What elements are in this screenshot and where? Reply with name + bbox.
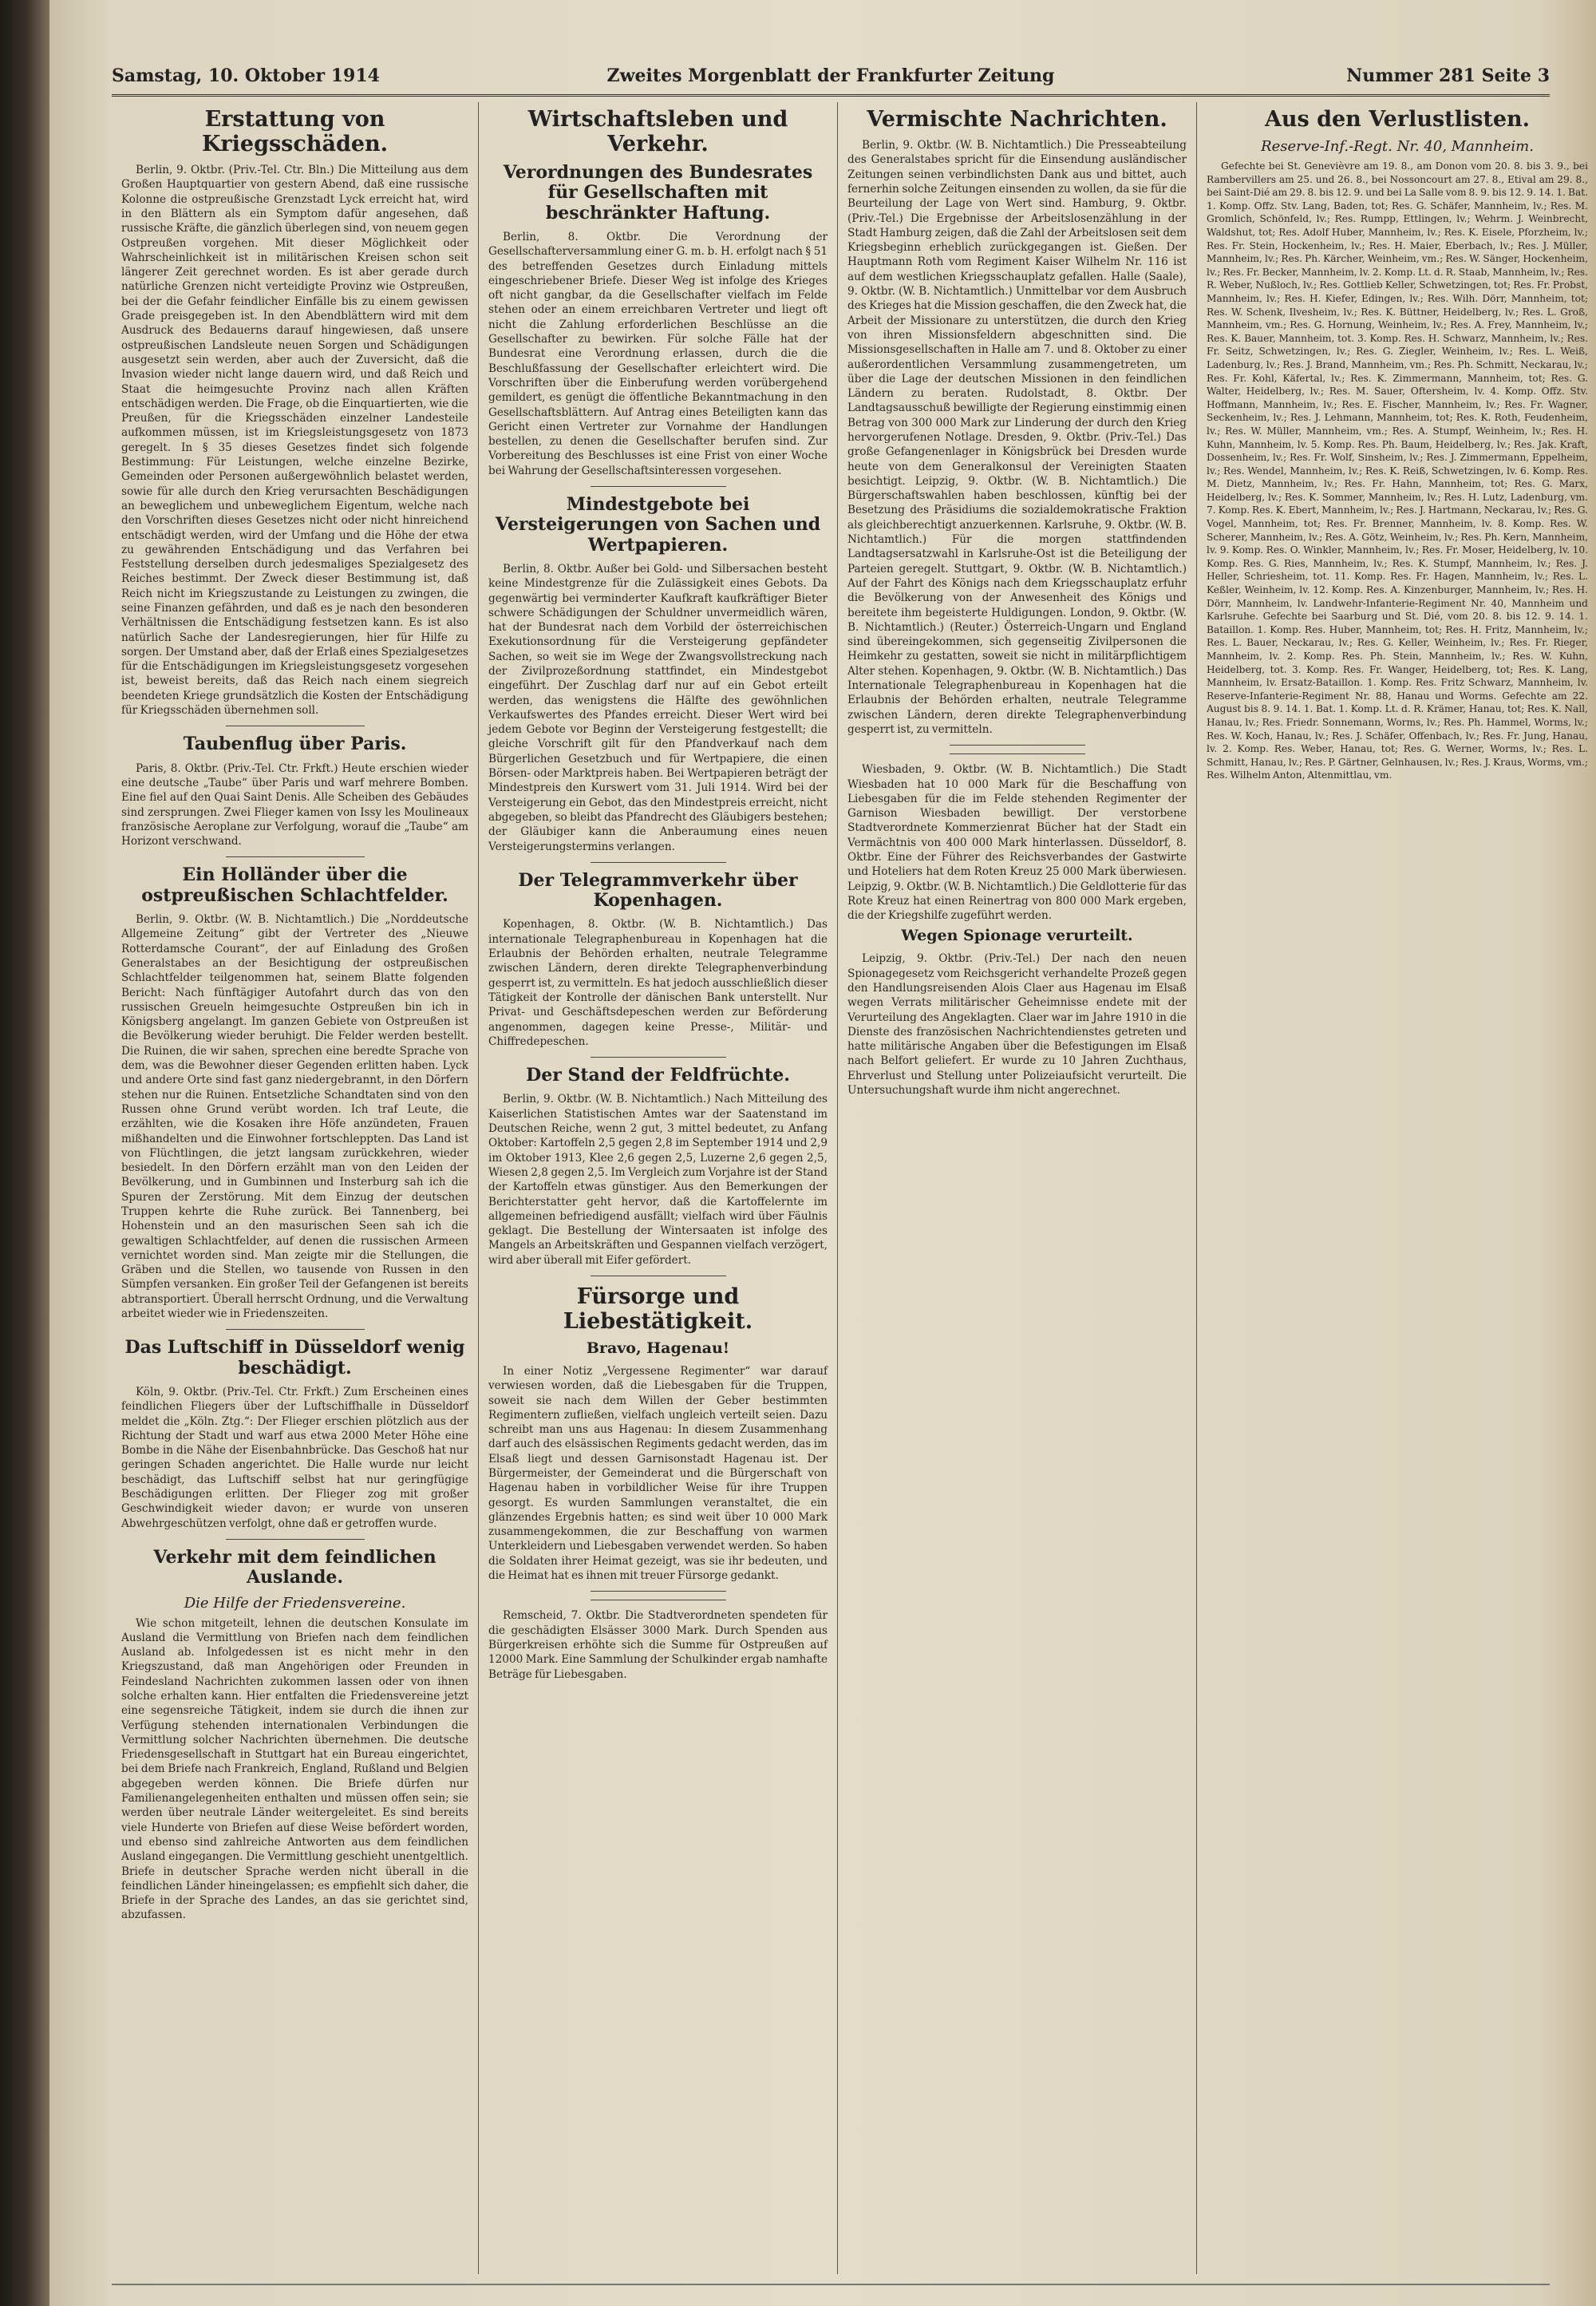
- article-heading: Der Telegrammverkehr über Kopenhagen.: [518, 869, 798, 912]
- article-heading: Verkehr mit dem feindlichen Auslande.: [153, 1546, 437, 1588]
- article-heading: Wirtschaftsleben und Verkehr.: [527, 107, 788, 157]
- article-heading: Der Stand der Feldfrüchte.: [526, 1065, 790, 1086]
- article-separator: [950, 745, 1085, 746]
- article-separator: [591, 1591, 726, 1592]
- article-body: Gefechte bei St. Genevièvre am 19. 8., am Donon vom 20. 8. bis 3. 9., bei Rambervillers am 25. und 26. 8., bei Nossoncourt am 27. 8., Etival am 29. 8., bei Saint-Dié am 29. 8. bis 12. 9. und bei La Salle vom 8. 9. bis 12. 9. 14. 1. Bat. 1. Komp. Offz. Stv. Lang, Baden, tot; Res. G. Schäfer, Mannheim, lv.; Res. M. Gromlich, Schönfeld, lv.; Res. Rumpp, Ettlingen, lv.; Wehrm. J. Weinbrecht, Waldshut, tot; Res. Adolf Huber, Mannheim, lv.; Res. K. Eisele, Pforzheim, lv.; Res. Fr. Stein, Hockenheim, lv.; Res. H. Maier, Eberbach, lv.; Res. J. Müller, Mannheim, lv.; Res. Ph. Kärcher, Weinheim, vm.; Res. W. Sänger, Hockenheim, lv.; Res. Fr. Becker, Mannheim, lv. 2. Komp. Lt. d. R. Staab, Mannheim, lv.; Res. R. Weber, Nußloch, lv.; Res. Gottlieb Keller, Schwetzingen, tot; Res. Fr. Probst, Mannheim, lv.; Res. H. Kiefer, Edingen, lv.; Res. Wilh. Dörr, Mannheim, tot; Res. W. Schenk, Ilvesheim, lv.; Res. K. Büttner, Heidelberg, lv.; Res. L. Groß, Mannheim, vm.; Res. G. Hornung, Weinheim, lv.; Res. A. Frey, Mannheim, lv.; Res. K. Bauer, Mannheim, tot. 3. Komp. Res. H. Schwarz, Mannheim, lv.; Res. Fr. Seitz, Schwetzingen, lv.; Res. G. Ziegler, Weinheim, lv.; Res. L. Weiß, Ladenburg, lv.; Res. J. Brand, Mannheim, vm.; Res. Ph. Schmitt, Neckarau, lv.; Res. Fr. Kohl, Käfertal, lv.; Res. K. Zimmermann, Mannheim, tot; Res. G. Walter, Heidelberg, lv.; Res. M. Sauer, Oftersheim, lv. 4. Komp. Offz. Stv. Hoffmann, Mannheim, lv.; Res. E. Fischer, Mannheim, lv.; Res. Fr. Wagner, Seckenheim, lv.; Res. J. Lehmann, Mannheim, tot; Res. K. Roth, Feudenheim, lv.; Res. W. Müller, Mannheim, vm.; Res. A. Stumpf, Weinheim, lv.; Res. H. Kuhn, Mannheim, lv. 5. Komp. Res. Ph. Baum, Heidelberg, lv.; Res. Jak. Kraft, Dossenheim, lv.; Res. Fr. Wolf, Sinsheim, lv.; Res. J. Zimmermann, Eppelheim, lv.; Res. Wendel, Mannheim, lv.; Res. K. Reiß, Schwetzingen, lv. 6. Komp. Res. M. Dietz, Mannheim, lv.; Res. Fr. Hahn, Mannheim, tot; Res. G. Marx, Heidelberg, lv.; Res. K. Sommer, Mannheim, lv.; Res. H. Lutz, Ladenburg, vm. 7. Komp. Res. K. Ebert, Mannheim, lv.; Res. J. Hartmann, Neckarau, lv.; Res. G. Vogel, Mannheim, tot; Res. Fr. Brenner, Mannheim, lv. 8. Komp. Res. W. Scherer, Mannheim, lv.; Res. A. Götz, Weinheim, lv.; Res. Ph. Kern, Mannheim, lv. 9. Komp. Res. O. Winkler, Mannheim, lv.; Res. Fr. Moser, Heidelberg, lv. 10. Komp. Res. G. Ries, Mannheim, lv.; Res. K. Stumpf, Mannheim, lv.; Res. J. Heller, Schriesheim, tot. 11. Komp. Res. Fr. Hagen, Mannheim, lv.; Res. L. Keßler, Weinheim, lv. 12. Komp. Res. A. Kinzenburger, Mannheim, lv.; Res. H. Dörr, Mannheim, lv. Landwehr-Infanterie-Regiment Nr. 40, Mannheim und Karlsruhe. Gefechte bei Saarburg und St. Dié, vom 20. 8. bis 12. 9. 14. 1. Bataillon. 1. Komp. Res. Huber, Mannheim, tot; Res. H. Fritz, Mannheim, lv.; Res. L. Bauer, Neckarau, lv.; Res. G. Keller, Weinheim, lv.; Res. Fr. Rieger, Mannheim, lv. 2. Komp. Res. Ph. Stein, Mannheim, lv.; Res. W. Kuhn, Heidelberg, tot. 3. Komp. Res. Fr. Wanger, Heidelberg, tot; Res. K. Lang, Mannheim, lv. Ersatz-Bataillon. 1. Komp. Res. Fritz Schwarz, Mannheim, lv. Reserve-Infanterie-Regiment Nr. 88, Hanau und Worms. Gefechte am 22. August bis 8. 9. 14. 1. Bat. 1. Komp. Lt. d. R. Krämer, Hanau, tot; Res. K. Nall, Hanau, lv.; Res. Friedr. Sonnemann, Worms, lv.; Res. Ph. Hammel, Worms, lv.; Res. W. Koch, Hanau, lv.; Res. J. Schäfer, Offenbach, lv.; Res. Fr. Jung, Hanau, lv. 2. Komp. Res. Weber, Hanau, tot; Res. G. Werner, Worms, lv.; Res. L. Schmitt, Hanau, lv.; Res. P. Gärtner, Gelnhausen, lv.; Res. J. Kraus, Worms, vm.; Res. Wilhelm Anton, Altenmittlau, vm.: [1207, 160, 1588, 781]
- article-body: Remscheid, 7. Oktbr. Die Stadtverordneten spendeten für die geschädigten Elsässer 3000 Mark. Durch Spenden aus Bürgerkreisen erhöhte sich die Summe für Ostpreußen auf 12000 Mark. Eine Sammlung der Schulkinder ergab namhafte Beträge für Liebesgaben.: [488, 1609, 828, 1681]
- article-body: Wiesbaden, 9. Oktbr. (W. B. Nichtamtlich.) Die Stadt Wiesbaden hat 10 000 Mark für die Beschaffung von Liebesgaben für die im Felde stehenden Regimenter der Garnison Wiesbaden bewilligt. Der verstorbene Stadtverordnete Kommerzienrat Bücher hat der Stadt ein Vermächtnis von 400 000 Mark hinterlassen. Düsseldorf, 8. Oktbr. Eine der Führer des Reichsverbandes der Gastwirte und Hoteliers hat dem Roten Kreuz 25 000 Mark überwiesen. Leipzig, 9. Oktbr. (W. B. Nichtamtlich.) Die Geldlotterie für das Rote Kreuz hat einen Reinertrag von 800 000 Mark ergeben, die der Kriegshilfe zugeführt werden.: [847, 763, 1187, 923]
- article-body: Berlin, 9. Oktbr. (W. B. Nichtamtlich.) Nach Mitteilung des Kaiserlichen Statistischen Amtes war der Saatenstand im Deutschen Reiche, wenn 2 gut, 3 mittel bedeutet, zu Anfang Oktober: Kartoffeln 2,5 gegen 2,8 im September 1914 und 2,9 im Oktober 1913, Klee 2,6 gegen 2,5, Luzerne 2,6 gegen 2,5, Wiesen 2,8 gegen 2,5. Im Vergleich zum Vorjahre ist der Stand der Kartoffeln etwas günstiger. Aus den Bemerkungen der Berichterstatter geht hervor, daß die Kartoffelernte im allgemeinen befriedigend ausfällt; vielfach wird über Fäulnis geklagt. Die Bestellung der Wintersaaten ist infolge des Mangels an Arbeitskräften und Gespannen vielfach verzögert, wird aber überall mit Eifer gefördert.: [488, 1093, 828, 1267]
- article-body: Berlin, 9. Oktbr. (W. B. Nichtamtlich.) Die „Norddeutsche Allgemeine Zeitung“ gibt der Vertreter des „Nieuwe Rotterdamsche Courant“, der auf Einladung des Großen Generalstabes an der Besichtigung der ostpreußischen Schlachtfelder teilgenommen hat, seinem Blatte folgenden Bericht: Nach fünftägiger Autofahrt durch das von den russischen Greueln heimgesuchte Ostpreußen bin ich in Königsberg angelangt. Im ganzen Gebiete von Ostpreußen ist die Bevölkerung wieder beruhigt. Die Felder werden bestellt. Die Ruinen, die wir sahen, sprechen eine beredte Sprache von dem, was die Bewohner dieser Gegenden erlitten haben. Lyck und andere Orte sind fast ganz niedergebrannt, in den Dörfern stehen nur die Ruinen. Entsetzliche Schandtaten sind von den Russen ohne Grund verübt worden. Ich traf Leute, die erzählten, wie die Kosaken ihre Höfe anzündeten, Frauen mißhandelten und die Einwohner fortschleppten. Das Land ist von Flüchtlingen, die jetzt langsam zurückkehren, wieder besiedelt. In den Dörfern erzählt man von den Leiden der Bevölkerung, und in Gumbinnen und Insterburg sah ich die Spuren der Zerstörung. Mit dem Einzug der deutschen Truppen kehrte die Ruhe zurück. Bei Tannenberg, bei Hohenstein und an den masurischen Seen sah ich die gewaltigen Schlachtfelder, auf denen die russischen Armeen vernichtet worden sind. Man zeigte mir die Stellungen, die Gräben und die Stellen, wo tausende von Russen in den Sümpfen versanken. Ein großer Teil der Gefangenen ist bereits abtransportiert. Überall herrscht Ordnung, und die Verwaltung arbeitet wieder wie in Friedenszeiten.: [121, 913, 468, 1321]
- article-body: Leipzig, 9. Oktbr. (Priv.-Tel.) Der nach den neuen Spionagegesetz vom Reichsgericht verhandelte Prozeß gegen den Handlungsreisenden Alois Claer aus Hagenau im Elsaß wegen Verrats militärischer Geheimnisse endete mit der Verurteilung des Angeklagten. Claer war im Jahre 1910 in die Dienste des französischen Nachrichtendienstes getreten und hatte militärische Angaben über die Befestigungen im Elsaß nach Belfort geliefert. Er wurde zu 10 Jahren Zuchthaus, Ehrverlust und Stellung unter Polizeiaufsicht verurteilt. Die Untersuchungshaft wurde ihm nicht angerechnet.: [847, 952, 1187, 1097]
- column-3: [838, 102, 1197, 2274]
- article-body: Paris, 8. Oktbr. (Priv.-Tel. Ctr. Frkft.) Heute erschien wieder eine deutsche „Taube“ über Paris und warf mehrere Bomben. Eine fiel auf den Quai Saint Denis. Alle Scheiben des Gebäudes sind zersprungen. Zwei Flieger kamen von Issy les Moulineaux französische Aeroplane zur Verfolgung, worauf die „Taube“ am Horizont verschwand.: [121, 761, 468, 848]
- column-4: [1197, 102, 1596, 2274]
- article-separator: [591, 862, 726, 863]
- article-separator: [226, 1329, 365, 1330]
- article-heading: Ein Holländer über die ostpreußischen Schlachtfelder.: [141, 864, 448, 906]
- article-heading: Das Luftschiff in Düsseldorf wenig beschädigt.: [124, 1337, 465, 1378]
- article-heading: Wegen Spionage verurteilt.: [901, 927, 1133, 945]
- article-heading: Taubenflug über Paris.: [183, 734, 407, 755]
- article-body: Köln, 9. Oktbr. (Priv.-Tel. Ctr. Frkft.) Zum Erscheinen eines feindlichen Fliegers über der Luftschiffhalle in Düsseldorf meldet die „Köln. Ztg.“: Der Flieger erschien plötzlich aus der Richtung der Stadt und warf aus etwa 2000 Meter Höhe eine Bombe in die Nähe der Eisenbahnbrücke. Das Geschoß hat nur geringen Schaden angerichtet. Die Halle wurde nur leicht beschädigt, das Luftschiff selbst hat nur geringfügige Beschädigungen erlitten. Der Flieger zog mit großer Geschwindigkeit wieder davon; er wurde von unseren Abwehrgeschützen verfolgt, ohne daß er getroffen wurde.: [121, 1385, 468, 1530]
- article-heading: Verordnungen des Bundesrates für Gesellschaften mit beschränkter Haftung.: [503, 162, 813, 223]
- article-body: Kopenhagen, 8. Oktbr. (W. B. Nichtamtlich.) Das internationale Telegraphenbureau in Kopenhagen hat die Erlaubnis der Behörden erhalten, neutrale Telegramme zwischen Ländern, deren direkte Telegraphenverbindung gesperrt ist, zu vermitteln. Es hat jedoch ausschließlich dieser Tätigkeit der Kontrolle der dänischen Bank unterstellt. Nur Privat- und Geschäftsdepeschen werden zur Beförderung angenommen, dagegen keine Presse-, Militär- und Chiffredepeschen.: [488, 918, 828, 1048]
- article-heading: Fürsorge und Liebestätigkeit.: [563, 1284, 753, 1335]
- book-binding: [0, 0, 49, 2306]
- masthead: [112, 62, 1550, 97]
- article-subheading: Reserve-Inf.-Regt. Nr. 40, Mannheim.: [1261, 138, 1534, 156]
- article-separator: [226, 856, 365, 857]
- article-heading: Aus den Verlustlisten.: [1264, 107, 1531, 132]
- masthead-title: Zweites Morgenblatt der Frankfurter Zeitung: [606, 65, 1055, 86]
- article-body: Berlin, 9. Oktbr. (Priv.-Tel. Ctr. Bln.) Die Mitteilung aus dem Großen Hauptquartier von gestern Abend, daß eine russische Kolonne die ostpreußische Grenzstadt Lyck erreicht hat, wird in den Blättern als ein Symptom dafür angesehen, daß russische Kräfte, die gänzlich überlegen sind, von neuem gegen Ostpreußen vorgehen. Mit dieser Möglichkeit oder Wahrscheinlichkeit ist in militärischen Kreisen schon seit längerer Zeit gerechnet worden. Es ist aber gerade durch natürliche Grenzen nicht verteidigte Provinz wie Ostpreußen, bei der die Gefahr feindlicher Einfälle bis zu einem gewissen Grade preisgegeben ist. In den Abendblättern wird mit dem Ausdruck des Bedauerns darauf hingewiesen, daß unsere ostpreußischen Landsleute neuen Sorgen und Schädigungen ausgesetzt sein werden, aber auch der Zuversicht, daß die Invasion wieder nicht lange dauern wird, und daß Reich und Staat die heimgesuchte Provinz nach allen Kräften entschädigen werden. Die Frage, ob die Einquartierten, wie die Preußen, für die Kriegsschäden einzelner Landesteile aufkommen müssen, ist im Kriegsleistungsgesetz von 1873 geregelt. In § 35 dieses Gesetzes findet sich folgende Bestimmung: Für Leistungen, welche einzelne Bezirke, Gemeinden oder Personen außergewöhnlich belastet werden, sowie für alle durch den Krieg verursachten Beschädigungen an beweglichem und unbeweglichem Eigentum, welche nach den Vorschriften dieses Gesetzes nicht oder nicht hinreichend entschädigt werden, wird der Umfang und die Höhe der etwa zu gewährenden Entschädigung und das Verfahren bei Feststellung derselben durch jedesmaliges Spezialgesetz des Reiches bestimmt. Der Zweck dieser Bestimmung ist, daß Reich nicht im Kriegszustande zu Leistungen zu zwingen, die seine Finanzen gefährden, und daß es je nach den besonderen Verhältnissen die Entschädigung festsetzen kann. Es ist also natürlich Sache der Landesregierungen, hier für Hilfe zu sorgen. Der Umstand aber, daß der Erlaß eines Spezialgesetzes für die Entschädigungen im Kriegsleistungsgesetz vorgesehen ist, beweist bereits, daß das Reich nach einem siegreich beendeten Kriege grundsätzlich die Kosten der Entschädigung für Kriegsschäden übernehmen soll.: [121, 164, 468, 718]
- article-body: Berlin, 9. Oktbr. (W. B. Nichtamtlich.) Die Presseabteilung des Generalstabes spricht für die Einsendung ausländischer Zeitungen seinen verbindlichsten Dank aus und bittet, auch fernerhin solche Zeitungen einsenden zu wollen, da sie für die Beurteilung der Lage von Wert sind. Hamburg, 9. Oktbr. (Priv.-Tel.) Die Ergebnisse der Arbeitslosenzählung in der Stadt Hamburg zeigen, daß die Zahl der Arbeitslosen seit dem Kriegsbeginn erheblich zurückgegangen ist. Gießen. Der Hauptmann Roth vom Regiment Kaiser Wilhelm Nr. 116 ist auf dem westlichen Kriegsschauplatz gefallen. Halle (Saale), 9. Oktbr. (W. B. Nichtamtlich.) Unmittelbar vor dem Ausbruch des Krieges hat die Mission geschaffen, die den Zweck hat, die Arbeit der Missionare zu unterstützen, die durch den Krieg von ihren Missionsfeldern abgeschnitten sind. Die Missionsgesellschaften in Halle am 7. und 8. Oktober zu einer außerordentlichen Versammlung zusammengetreten, um über die Lage der deutschen Missionen in den feindlichen Ländern zu beraten. Rudolstadt, 8. Oktbr. Der Landtagsausschuß bewilligte der Regierung einstimmig einen Betrag von 300 000 Mark zur Linderung der durch den Krieg hervorgerufenen Notlage. Dresden, 9. Oktbr. (Priv.-Tel.) Das große Gefangenenlager in Königsbrück bei Dresden wurde heute von dem Generalkonsul der Vereinigten Staaten besichtigt. Leipzig, 9. Oktbr. (W. B. Nichtamtlich.) Die Bürgerschaftswahlen haben beschlossen, künftig bei der Besetzung des Präsidiums die sozialdemokratische Fraktion als gleichberechtigt anzuerkennen. Karlsruhe, 9. Oktbr. (W. B. Nichtamtlich.) Für die morgen stattfindenden Landtagsersatzwahl in Karlsruhe-Ost ist die Beteiligung der Parteien geregelt. Stuttgart, 9. Oktbr. (W. B. Nichtamtlich.) Auf der Fahrt des Königs nach dem Kriegsschauplatz erfuhr die Bevölkerung von der Anwesenheit des Königs und bereitete ihm begeisterte Huldigungen. London, 9. Oktbr. (W. B. Nichtamtlich.) (Reuter.) Österreich-Ungarn und England sind übereingekommen, sich gegenseitig Zivilpersonen die Heimkehr zu gestatten, soweit sie nicht in militärpflichtigem Alter stehen. Kopenhagen, 9. Oktbr. (W. B. Nichtamtlich.) Das Internationale Telegraphenbureau in Kopenhagen hat die Erlaubnis der Behörden erhalten, neutrale Telegramme zwischen Ländern, deren direkte Telegraphenverbindung gesperrt ist, zu vermitteln.: [847, 139, 1187, 736]
- article-body: Berlin, 8. Oktbr. Außer bei Gold- und Silbersachen besteht keine Mindestgrenze für die Zulässigkeit eines Gebots. Da gegenwärtig bei verminderter Kaufkraft kaufkräftiger Bieter schwere Schädigungen der Schuldner unvermeidlich wären, hat der Bundesrat nach dem Vorbild der österreichischen Exekutionsordnung für die Versteigerung gepfändeter Sachen, so weit sie im Wege der Zwangsvollstreckung nach der Zivilprozeßordnung stattfindet, ein Mindestgebot eingeführt. Der Zuschlag darf nur auf ein Gebot erteilt werden, das wenigstens die Hälfte des gewöhnlichen Verkaufswertes des Pfandes erreicht. Dieser Wert wird bei jedem Gebote vor Beginn der Versteigerung festgestellt; die gleiche Vorschrift gilt für den Pfandverkauf nach dem Bürgerlichen Gesetzbuch und für Wertpapiere, die einen Börsen- oder Marktpreis haben. Bei Wertpapieren beträgt der Mindestpreis den Kurswert vom 31. Juli 1914. Wird bei der Versteigerung ein Gebot, das den Mindestpreis erreicht, nicht abgegeben, so bleibt das Pfandrecht des Gläubigers bestehen; der Gläubiger kann die Anberaumung eines neuen Versteigerungstermins verlangen.: [488, 562, 828, 853]
- article-body: Berlin, 8. Oktbr. Die Verordnung der Gesellschafterversammlung einer G. m. b. H. erfolgt nach § 51 des betreffenden Gesetzes durch Einladung mittels eingeschriebener Briefe. Dieser Weg ist infolge des Krieges oft nicht gangbar, da die Gesellschafter vielfach im Felde stehen oder an einem erreichbaren Vertreter und liegt oft nicht die Zahlung erforderlichen Beschlüsse an die Gesellschafter zu bewirken. Für solche Fälle hat der Bundesrat eine Verordnung erlassen, durch die die Beschlußfassung der Gesellschafter erleichtert wird. Die Vorschriften über die Einberufung werden vorübergehend gemildert, es genügt die öffentliche Bekanntmachung in den Gesellschaftsblättern. Auf Antrag eines Beteiligten kann das Gericht einen Vertreter zur Vornahme der Handlungen bestellen, zu denen die Gesellschafter berufen sind. Zur Vorbereitung des Beschlusses ist eine Frist von einer Woche bei Wahrung der Gesellschaftsinteressen vorgesehen.: [488, 230, 828, 477]
- masthead-date: Samstag, 10. Oktober 1914: [112, 65, 380, 86]
- column-2: [479, 102, 838, 2274]
- article-heading: Bravo, Hagenau!: [586, 1339, 730, 1358]
- article-subheading: Die Hilfe der Friedensvereine.: [184, 1594, 406, 1612]
- article-separator: [591, 486, 726, 487]
- newspaper-page: [49, 0, 1596, 2306]
- article-heading: Vermischte Nachrichten.: [867, 107, 1167, 132]
- article-separator: [226, 1539, 365, 1540]
- page-bottom-rule: [112, 2284, 1550, 2285]
- article-heading: Mindestgebote bei Versteigerungen von Sachen und Wertpapieren.: [495, 494, 821, 556]
- column-1: [112, 102, 479, 2274]
- columns-container: [112, 102, 1588, 2274]
- article-body: In einer Notiz „Vergessene Regimenter“ war darauf verwiesen worden, daß die Liebesgaben für die Truppen, soweit sie nach dem Willen der Geber bestimmten Regimentern zufließen, vielfach ungleich verteilt seien. Dazu schreibt man uns aus Hagenau: In diesem Zusammenhang darf auch des elsässischen Regiments gedacht werden, das im Elsaß liegt und dessen Garnisonstadt Hagenau ist. Der Bürgermeister, der Gemeinderat und die Bürgerschaft von Hagenau haben in vorbildlicher Weise für ihre Truppen gesorgt. Es wurden Sammlungen veranstaltet, die ein glänzendes Ergebnis hatten; es sind weit über 10 000 Mark zusammengekommen, die zur Beschaffung von warmen Unterkleidern und Liebesgaben verwendet werden. So haben die Soldaten ihrer Heimat gezeigt, was sie ihr bedeuten, und die Heimat hat es ihnen mit treuer Fürsorge gedankt.: [488, 1364, 828, 1583]
- masthead-page-number: Nummer 281 Seite 3: [1346, 65, 1550, 86]
- article-heading: Erstattung von Kriegsschäden.: [201, 107, 389, 157]
- article-separator: [591, 1057, 726, 1058]
- article-body: Wie schon mitgeteilt, lehnen die deutschen Konsulate im Ausland die Vermittlung von Briefen nach dem feindlichen Ausland ab. Infolgedessen ist es nicht mehr in den Kriegszustand, daß man Angehörigen oder Freunden in Feindesland Nachrichten zukommen lassen oder von ihnen solche erhalten kann. Hier entfalten die Friedensvereine jetzt eine segensreiche Tätigkeit, indem sie durch die ihnen zur Verfügung stehenden internationalen Verbindungen die Vermittlung solcher Nachrichten übernehmen. Die deutsche Friedensgesellschaft in Stuttgart hat ein Bureau eingerichtet, bei dem Briefe nach Frankreich, England, Rußland und Belgien abgegeben werden können. Die Briefe dürfen nur Familienangelegenheiten enthalten und müssen offen sein; sie werden über neutrale Länder weitergeleitet. Es sind bereits viele Hunderte von Briefen auf diese Weise befördert worden, und ebenso sind zahlreiche Antworten aus dem feindlichen Ausland eingegangen. Die Vermittlung geschieht unentgeltlich. Briefe in deutscher Sprache werden nicht überall in die feindlichen Länder hineingelassen; es empfiehlt sich daher, die Briefe in der Sprache des Landes, an das sie gerichtet sind, abzufassen.: [121, 1616, 468, 1922]
